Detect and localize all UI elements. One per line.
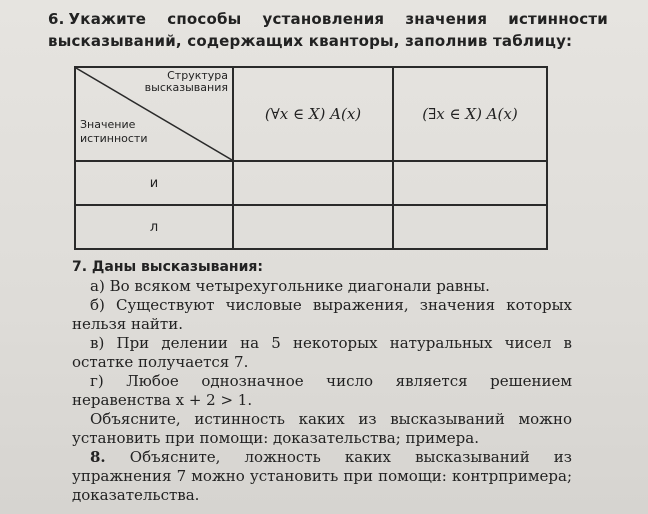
row-label-true: и bbox=[75, 161, 233, 205]
table-header-row bbox=[75, 67, 547, 161]
task-7-heading: 7. Даны высказывания: bbox=[72, 259, 263, 275]
task-8-number: 8. bbox=[90, 448, 106, 466]
statement-a: а) Во всяком четырехугольнике диагонали равны. bbox=[90, 277, 490, 295]
corner-label-structure: Структура высказывания bbox=[144, 69, 228, 94]
cell-existential-false[interactable] bbox=[393, 205, 547, 249]
task-6-heading bbox=[48, 8, 608, 52]
statement-c: в) При делении на 5 некоторых натуральных чисел в остатке получается 7. bbox=[72, 334, 572, 371]
cell-universal-false[interactable] bbox=[233, 205, 393, 249]
quantifier-truth-table bbox=[74, 66, 548, 250]
task-7-explain: Объясните, истинность каких из высказываний можно установить при помощи: доказательства; примера. bbox=[72, 410, 572, 447]
corner-label-truth-value: Значение истинности bbox=[80, 118, 148, 145]
table-corner-cell bbox=[75, 67, 233, 161]
task-7-block bbox=[72, 258, 572, 505]
task-8-text: Объясните, ложность каких высказываний из упражнения 7 можно установить при помощи: контрпримера; доказательства. bbox=[72, 448, 572, 504]
task-6-text: Укажите способы установления значения истинности высказываний, содержащих кванторы, заполнив таблицу: bbox=[48, 10, 608, 50]
task-8 bbox=[72, 448, 572, 505]
column-header-universal: (∀x ∈ X) A(x) bbox=[233, 67, 393, 161]
statement-d: г) Любое однозначное число является решением неравенства x + 2 > 1. bbox=[72, 372, 572, 409]
table-row-true bbox=[75, 161, 547, 205]
cell-universal-true[interactable] bbox=[233, 161, 393, 205]
statement-b: б) Существуют числовые выражения, значения которых нельзя найти. bbox=[72, 296, 572, 333]
task-6-number: 6. bbox=[48, 10, 65, 28]
column-header-existential: (∃x ∈ X) A(x) bbox=[393, 67, 547, 161]
cell-existential-true[interactable] bbox=[393, 161, 547, 205]
table-row-false bbox=[75, 205, 547, 249]
row-label-false: л bbox=[75, 205, 233, 249]
